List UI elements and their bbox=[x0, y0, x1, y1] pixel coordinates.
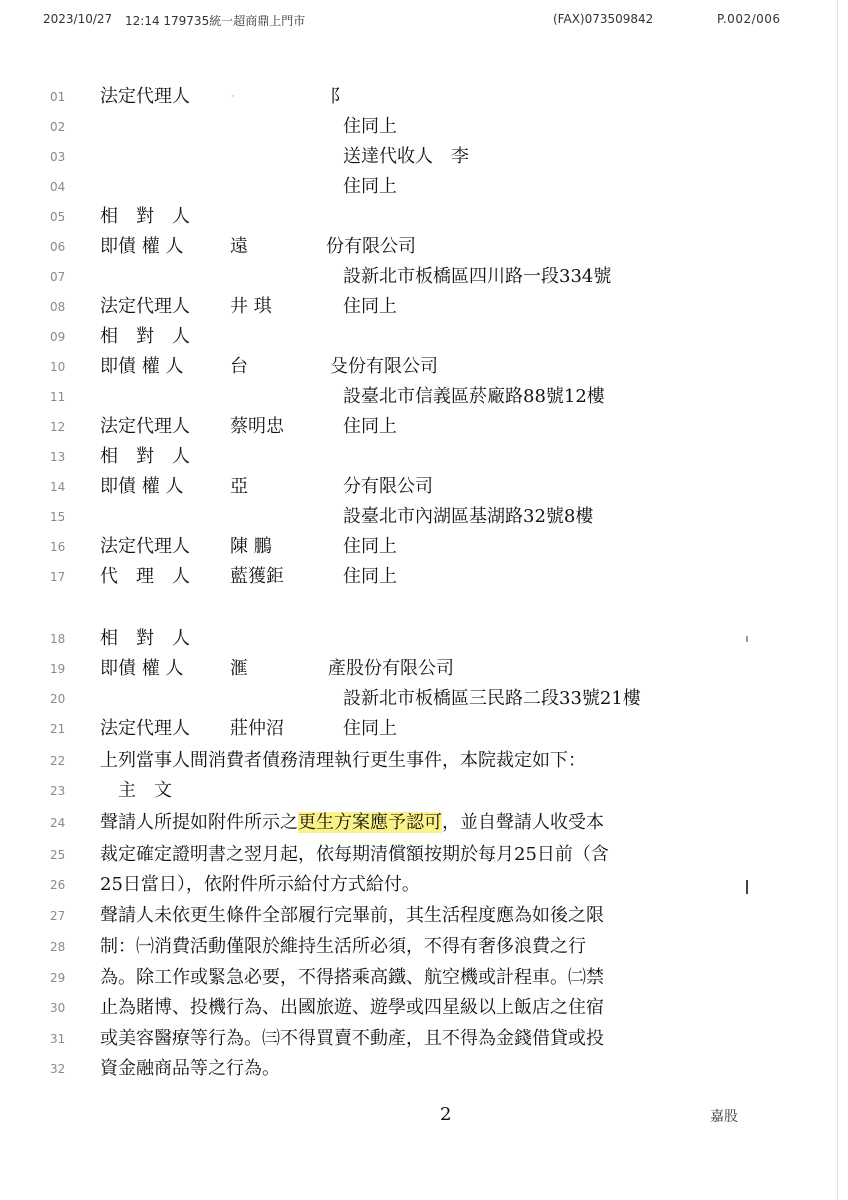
document-line bbox=[0, 202, 848, 232]
party-role: 法定代理人 bbox=[100, 536, 190, 557]
line-number: 23 bbox=[50, 784, 66, 798]
party-name: 台 bbox=[230, 356, 248, 377]
party-detail: 住同上 bbox=[343, 176, 397, 197]
line-number: 10 bbox=[50, 360, 66, 374]
party-name: 遠 bbox=[230, 236, 248, 257]
party-role: 法定代理人 bbox=[100, 718, 190, 739]
party-detail: 住同上 bbox=[343, 718, 397, 739]
paragraph-text: 為。除工作或緊急必要，不得搭乘高鐵、航空機或計程車。㈡禁 bbox=[100, 967, 604, 988]
party-address: 設新北市板橋區四川路一段334號 bbox=[343, 266, 612, 287]
line-number: 09 bbox=[50, 330, 66, 344]
party-role: 即債 權 人 bbox=[100, 476, 184, 497]
party-role: 代 理 人 bbox=[100, 566, 190, 587]
fax-header bbox=[0, 10, 848, 30]
document-line bbox=[0, 1054, 848, 1084]
party-name: 陳 鵬 bbox=[230, 536, 272, 557]
party-name: 井 琪 bbox=[230, 296, 272, 317]
paragraph-text: 或美容醫療等行為。㈢不得買賣不動產，且不得為金錢借貸或投 bbox=[100, 1028, 604, 1049]
document-line bbox=[0, 82, 848, 112]
document-line bbox=[0, 714, 848, 744]
party-detail: 住同上 bbox=[343, 416, 397, 437]
line-number: 12 bbox=[50, 420, 66, 434]
paragraph-text: 25日當日），依附件所示給付方式給付。 bbox=[100, 874, 420, 895]
document-line bbox=[0, 112, 848, 142]
seal-text: 嘉股 bbox=[710, 1109, 738, 1125]
party-detail: 住同上 bbox=[343, 296, 397, 317]
document-line bbox=[0, 746, 848, 776]
document-line bbox=[0, 262, 848, 292]
scan-mark bbox=[746, 636, 748, 642]
section-heading: 主 文 bbox=[100, 780, 172, 801]
party-role: 相 對 人 bbox=[100, 326, 190, 347]
document-line bbox=[0, 382, 848, 412]
document-line bbox=[0, 412, 848, 442]
line-number: 32 bbox=[50, 1062, 66, 1076]
party-detail: 送達代收人 李 bbox=[343, 146, 469, 167]
party-role: 相 對 人 bbox=[100, 446, 190, 467]
party-detail: 住同上 bbox=[343, 566, 397, 587]
document-line bbox=[0, 502, 848, 532]
paragraph-text: 聲請人未依更生條件全部履行完畢前，其生活程度應為如後之限 bbox=[100, 905, 604, 926]
party-name: 滙 bbox=[230, 658, 248, 679]
line-number: 28 bbox=[50, 940, 66, 954]
party-name-redacted: · bbox=[230, 86, 238, 107]
party-name: 藍獲鉅 bbox=[230, 566, 284, 587]
line-number: 30 bbox=[50, 1001, 66, 1015]
line-number: 17 bbox=[50, 570, 66, 584]
document-line bbox=[0, 562, 848, 592]
document-line bbox=[0, 352, 848, 382]
line-number: 13 bbox=[50, 450, 66, 464]
party-role: 即債 權 人 bbox=[100, 658, 184, 679]
line-number: 19 bbox=[50, 662, 66, 676]
line-number: 15 bbox=[50, 510, 66, 524]
document-line bbox=[0, 808, 848, 838]
document-line bbox=[0, 776, 848, 806]
party-detail: 分有限公司 bbox=[343, 476, 433, 497]
fax-page: P.002/006 bbox=[717, 12, 781, 26]
line-number: 03 bbox=[50, 150, 66, 164]
party-role: 即債 權 人 bbox=[100, 236, 184, 257]
line-number: 18 bbox=[50, 632, 66, 646]
paragraph-text: 上列當事人間消費者債務清理執行更生事件，本院裁定如下： bbox=[100, 750, 586, 771]
document-line bbox=[0, 963, 848, 993]
line-number: 05 bbox=[50, 210, 66, 224]
line-number: 02 bbox=[50, 120, 66, 134]
fax-number: (FAX)073509842 bbox=[553, 12, 654, 26]
line-number: 16 bbox=[50, 540, 66, 554]
party-role: 法定代理人 bbox=[100, 86, 190, 107]
party-role: 即債 權 人 bbox=[100, 356, 184, 377]
scan-mark bbox=[746, 880, 748, 894]
line-number: 26 bbox=[50, 878, 66, 892]
document-line bbox=[0, 232, 848, 262]
line-number: 24 bbox=[50, 816, 66, 830]
party-detail: 產股份有限公司 bbox=[328, 658, 454, 679]
document-line bbox=[0, 624, 848, 654]
line-number: 29 bbox=[50, 971, 66, 985]
party-role: 相 對 人 bbox=[100, 628, 190, 649]
party-role: 相 對 人 bbox=[100, 206, 190, 227]
document-line bbox=[0, 322, 848, 352]
page-number: 2 bbox=[440, 1104, 452, 1125]
highlighted-text: 更生方案應予認可 bbox=[298, 812, 442, 833]
document-line bbox=[0, 901, 848, 931]
party-detail: 份有限公司 bbox=[326, 236, 416, 257]
line-number: 31 bbox=[50, 1032, 66, 1046]
line-number: 14 bbox=[50, 480, 66, 494]
line-number: 27 bbox=[50, 909, 66, 923]
document-line bbox=[0, 870, 848, 900]
line-number: 01 bbox=[50, 90, 66, 104]
party-detail: 住同上 bbox=[343, 116, 397, 137]
party-detail: 阝 bbox=[330, 86, 348, 107]
paragraph-text: 制：㈠消費活動僅限於維持生活所必須，不得有奢侈浪費之行 bbox=[100, 936, 586, 957]
fax-time-sender: 12:14 179735統一超商鼎上門市 bbox=[125, 14, 306, 28]
line-number: 07 bbox=[50, 270, 66, 284]
party-address: 設新北市板橋區三民路二段33號21樓 bbox=[343, 688, 641, 709]
party-address: 設臺北市信義區菸廠路88號12樓 bbox=[343, 386, 605, 407]
line-number: 04 bbox=[50, 180, 66, 194]
text-segment: 聲請人所提如附件所示之 bbox=[100, 812, 298, 833]
document-line bbox=[0, 172, 848, 202]
document-line bbox=[0, 532, 848, 562]
document-line bbox=[0, 472, 848, 502]
paragraph-text: 資金融商品等之行為。 bbox=[100, 1058, 280, 1079]
document-line bbox=[0, 840, 848, 870]
document-line bbox=[0, 932, 848, 962]
document-line bbox=[0, 142, 848, 172]
document-line bbox=[0, 684, 848, 714]
line-number: 11 bbox=[50, 390, 66, 404]
line-number: 06 bbox=[50, 240, 66, 254]
party-name: 蔡明忠 bbox=[230, 416, 284, 437]
paragraph-text: 止為賭博、投機行為、出國旅遊、遊學或四星級以上飯店之住宿 bbox=[100, 997, 604, 1018]
document-line bbox=[0, 1024, 848, 1054]
party-detail: 殳份有限公司 bbox=[330, 356, 438, 377]
document-line bbox=[0, 654, 848, 684]
document-line bbox=[0, 292, 848, 322]
party-detail: 住同上 bbox=[343, 536, 397, 557]
line-number: 08 bbox=[50, 300, 66, 314]
party-name: 莊仲沼 bbox=[230, 718, 284, 739]
party-name: 亞 bbox=[230, 476, 248, 497]
fax-date: 2023/10/27 bbox=[43, 12, 113, 26]
line-number: 21 bbox=[50, 722, 66, 736]
party-address: 設臺北市內湖區基湖路32號8樓 bbox=[343, 506, 594, 527]
line-number: 25 bbox=[50, 848, 66, 862]
party-role: 法定代理人 bbox=[100, 296, 190, 317]
paragraph-text: 裁定確定證明書之翌月起，依每期清償額按期於每月25日前（含 bbox=[100, 844, 609, 865]
document-line bbox=[0, 993, 848, 1023]
line-number: 20 bbox=[50, 692, 66, 706]
text-segment: ，並自聲請人收受本 bbox=[442, 812, 604, 833]
document-line bbox=[0, 442, 848, 472]
party-role: 法定代理人 bbox=[100, 416, 190, 437]
line-number: 22 bbox=[50, 754, 66, 768]
scan-edge-line bbox=[837, 0, 838, 1200]
paragraph-text bbox=[100, 808, 604, 838]
